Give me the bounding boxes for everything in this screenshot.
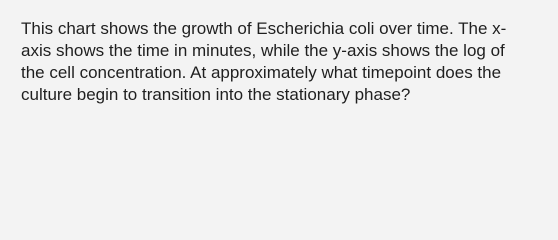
question-line-4: culture begin to transition into the stationary phase? (21, 85, 411, 104)
question-line-2: axis shows the time in minutes, while the y-axis shows the log of (21, 41, 505, 60)
question-line-1: This chart shows the growth of Escherichia coli over time. The x- (21, 19, 507, 38)
question-line-3: the cell concentration. At approximately what timepoint does the (21, 63, 502, 82)
question-text (21, 18, 551, 106)
